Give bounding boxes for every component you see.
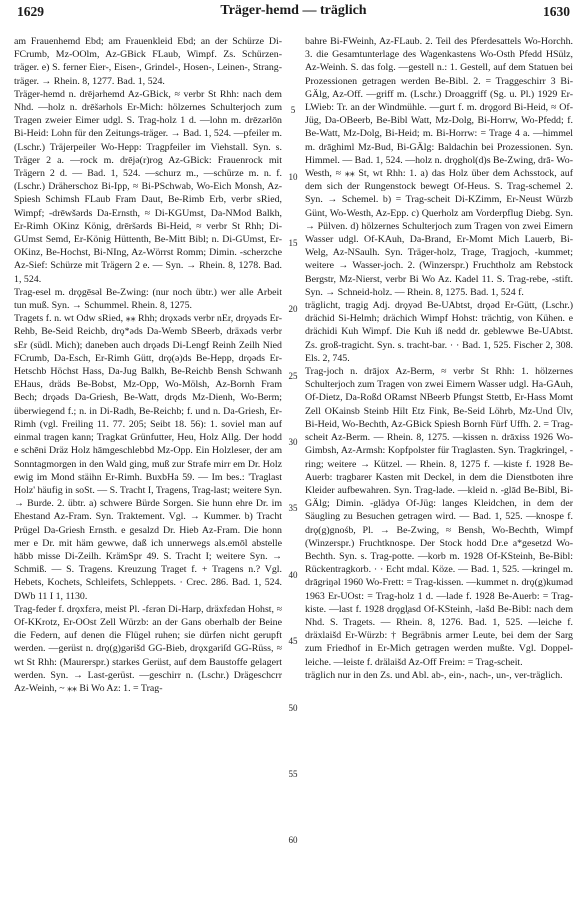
line-number: 55 [288, 769, 298, 779]
entry-paragraph: Trag-esel m. drǫgēsəl Be-Zwing: (nur noch übtr.) wer alle Arbeit tun muß. Syn. → Schummel. Rhein. 8, 1275. [14, 286, 282, 312]
line-number: 10 [288, 172, 298, 182]
page-number-right: 1630 [543, 4, 570, 19]
line-number: 30 [288, 437, 298, 447]
line-number: 45 [288, 636, 298, 646]
line-number-gutter [284, 35, 302, 895]
line-number: 25 [288, 371, 298, 381]
entry-paragraph: bahre Bi-FWeinh, Az-FLaub. 2. Teil des Pferdesattels Wo-Horchh. 3. die Gesamtunterlage des Wagenkastens Wo-Osth Pfedd HSülz, Az-Weinh. S. das folg. —gestell n.: 1. Gestell, auf dem Statuen bei Prozessionen getragen werden Be-Bibl. 2. = Traggeschirr 3 Bi-GÄlg, Az-Off. —griff m. (Lschr.) Droaggriff (Sg. u. Pl.) 1929 Er-LWieb: Tr. an der Windmühle. —gurt f. m. drǫgord Bi-Heid, ≈ Of-Jüg, Da-OBeerb, Be-Bibl Watt, Mz-Dolg, Bi-Horrw, Wo-Pfedd; f. Be-Watt, Mz-Dolg, Bi-Heid; m. Bi-Horrw: = Trage 4 a. —himmel m. drāghiml Mz-Bud, Bi-GÄlg: Baldachin bei Prozessionen. Syn. Himmel. — Bad. 1, 524. —holz n. drǫghol(d)s Be-Zwing, drā- Wo-Westh, ≈ ⁎⁎ St, wt Rhh: 1. a) das Holz über dem Achsstock, auf dem sich der Rungenstock bewegt Of-Heus. S. Trag-schemel 2. Syn. → Schemel. b) = Trag-scheit Di-KZimm, Er-Neust Würzb Günt, Wo-Westh, Az-Epp. c) Querholz am Vorderpflug Diebg. Syn. → Pülven. d) hölzernes Schulterjoch zum Tragen von zwei Eimern Wasser udgl. Of-KAuh, Da-Brand, Er-Momt Mich Lauerb, Bi-Welg, Az-NSaulh. Syn. Träger-holz, Trage, Tragjoch, -kummet; weitere → Wasser-joch. 2. (Winzerspr.) Fruchtholz am Rebstock Bergstr, Mz-Nierst, verbr Bi Wo Az. Kadel 11. S. Trag-rebe, -stift. Syn. → Schneid-holz. — Rhein. 8, 1275. Bad. 1, 524 f. [305, 36, 573, 298]
entry-paragraph: träglicht, tragig Adj. drǫyəd Be-UAbtst, drǫəd Er-Gütt, (Lschr.) drächid Si-Helmh; drächich Wimpf Hohst: trächtig, von Kühen. e drächidi Kuh Wimpf. Die Kuh iß nedd dr. geblewwe Be-UAbtst. Zs. groß-tragicht. Syn. s. tracht-bar. · · Bad. 1, 525. Fischer 2, 308. Els. 2, 745. [305, 300, 573, 364]
line-number: 40 [288, 570, 298, 580]
entry-paragraph: Trag-joch n. drājox Az-Berm, ≈ verbr St Rhh: 1. hölzernes Schulterjoch zum Tragen von zwei Eimern Wasser udgl. Ha-GAuh, Of-Dietz, Da-Roßd ORamst NBeerb Pfungst Stettb, Er-Hass Momt Zell OKainsb Steinb Hilt Etz Fink, Be-Seid Löhrb, Mz-Und Ülv, Bi-Heid, Wo-Bechth, Az-GBick Spiesh Bornh Fürf Uffh. 2. = Trag-scheit Az-Berm. — Rhein. 8, 1275. —kissen n. drāxiss 1926 Wo-Gimbsh, Az-Armsh: Kopfpolster für Traglasten. Syn. Tragkringel, -ring; weitere → Kützel. — Rhein. 8, 1275 f. —kiste f. 1928 Be-Auerb: tragbarer Kasten mit Deckel, in dem die Dienstboten ihre Kleider aufbewahren. Syn. Trag-lade. —kleid n. -glād Be-Bibl, Bi-GÄlg; Dimin. -glädyə Of-Jüg: langes Kleidchen, in dem der Säugling zu Besuchen getragen wird. — Bad. 1, 525. —knospe f. drǫ(g)gnośb, Pl. → Be-Zwing, ≈ Bensh, Wo-Bechth, Wimpf (Winzerspr.) Fruchtknospe. Der Stock hodd Dr.e a*gesetzd Wo-Bechth. Syn. s. Trag-potte. —korb m. 1928 Of-KSteinh, Be-Bibl: Rückentragkorb. · · Echt mdal. Köze. — Bad. 1, 525. —kringel m. drāgriŋəl 1960 Wo-Frett: = Trag-kissen. —kummet n. drǫ(g)kumǝd 1963 Er-UOst: = Trag-holz 1 d. —lade f. 1928 Be-Auerb: = Trag-kiste. —last f. 1928 drǫgl̥asd Of-KSteinh, -lašd Be-Bibl: nach dem Nhd. S. Tragets. — Rhein. 8, 1276. Bad. 1, 525. —leiche f. dräxlaišd Er-Würzb: † Begräbnis armer Leute, bei dem der Sarg zum Friedhof in Er-Mich getragen werden mußte. Vgl. Doppel-leiche. —leiste f. drälaišd Az-Off Freim: = Trag-scheit. [305, 366, 573, 668]
line-number: 5 [290, 105, 296, 115]
right-column [305, 35, 573, 682]
running-title: Träger-hemd — träglich [220, 3, 367, 18]
left-column [14, 35, 282, 695]
line-number: 60 [288, 835, 298, 845]
line-number: 20 [288, 304, 298, 314]
page-header [0, 0, 587, 36]
entry-paragraph: am Frauenhemd Ebd; am Frauenkleid Ebd; an der Schürze Di-FCrumb, Mz-OOlm, Az-GBick FLaub, Wimpf. Zs. Schürzen-träger. e) S. ferner Eier-, Eisen-, Grindel-, Hosen-, Leinen-, Strang-träger. → Rhein. 8, 1277. Bad. 1, 524. [14, 36, 282, 87]
line-number: 50 [288, 703, 298, 713]
page-number-left: 1629 [17, 4, 44, 19]
line-number: 35 [288, 503, 298, 513]
entry-paragraph: Tragets f. n. wt Odw sRied, ⁎⁎ Rhh; drǫxəds verbr nEr, drǫyəds Er-Rehb, Be-Seid Reichb, drǫ*əds Da-Wemb SBeerb, dräxəds verbr sEr (südl. Mich); daneben auch drǫəds Di-Lengf Reinh Zeilh Nied FCrumb, Da-Esch, Er-Rimh Gütt, drǫ(ə)ds Be-Hepp, drǫəds Er-Hetschb Höchst Hass, Da-Jug Balkh, Be-Reichb Bensh Schwanh EHaus, dräds Be-Bobst, Mz-Opp, Wo-Mölsh, Az-Bornh Fram Bech; drǫəds Da-Griesh, Be-Watt, drǫds Mz-Dienh, Wo-Berm; überwiegend f.; n. in Di-Radh, Be-Reichb; f. und n. Da-Griesh, Er-Rimh (vgl. Freiling 11. 77. 205; Seibt 18. 56): 1. soviel man auf einmal tragen kann; Tragkat Grünfutter, Heu, Holz Allg. Der hodd e schēni Dräz Holz hāmgeschlebbd Mz-Opp. Ein Holzleser, der am Sonntagmorgen in den Wald ging, muß zur Strafe mirr em Dr. Holz ewig im Mond stäihn Er-Rimh. BuxbHa 59. — Im bes.: 'Traglast Holz' häufig in soSt. — S. Tracht I, Tragens, Trag-last; weitere Syn. → Burde. 2. übtr. a) schwere Bürde Sorgen. Sie hunn ehre Dr. im Ehestand Az-Fram. Syn. Traktement. Vgl. → Kummer. b) Tracht Prügel Da-Griesh Ernsth. e gesalzd Dr. Hieb Az-Fram. Die honn mer e Dr. mit häm gewwe, daß ich unnerwegs als.emōl abstelle hābb misse Di-Zeilh. KrämSpr 49. S. Tracht I; weitere Syn. → Schmiß. — S. Tragens. Kreuzung Traget f. + Tragens n.? Vgl. Hebets, Kochets, Schleifets, Schleppets. · Crec. 286. Bad. 1, 524. DWb 11 I 1, 1130. [14, 313, 282, 602]
entry-paragraph: Träger-hemd n. drējərhemd Az-GBick, ≈ verbr St Rhh: nach dem Nhd. —holz n. drēs̆ərhols Er-Mich: hölzernes Schulterjoch zum Tragen zweier Eimer udgl. S. Trag-holz 1 d. —lohn m. drēzərlōn Bi-Heid: Lohn für den Zeitungs-träger. → Bad. 1, 524. —pfeiler m. (Lschr.) Träjerpeiler Wo-Hepp: Tragpfeiler im Viehstall. Syn. s. Träger 2 a. —rock m. drējə(r)rog Az-GBick: Frauenrock mit Trägern 2 d. — Bad. 1, 524. —schurz m., —schürze m. n. f. (Lschr.) Dräherschoz Bi-Ipp, ≈ Bi-PSchwab, Wo-Eich Monsh, Az-Spiesh Schimsh FLaub Fram Daut, Be-Rimb Erb, verbr sRied, Wimpf; -drēwšərds Da-Ernsth, ≈ Di-KGUmst, Da-NMod Balkh, Er-Rimh OKinz König, drērs̆ərds Bi-Heid, ≈ verbr St Rhh; Di-GUmst Semd, Er-König Hüttenth, Be-Mitt Bibl; n. Di-GUmst, Er-OKinz, Be-Hochst, Bi-NIng, Az-Wörrst Romm; Dimin. -scherzche Az-Sief: Schürze mit Trägern 2 e. — Syn. → Rhein. 8, 1278. Bad. 1, 524. [14, 88, 282, 285]
line-number: 15 [288, 238, 298, 248]
entry-paragraph: träglich nur in den Zs. und Abl. ab-, ein-, nach-, un-, ver-träglich. [305, 669, 563, 681]
entry-paragraph: Trag-feder f. drǫxfɛrə, meist Pl. -fɛrən Di-Harp, dräxfɛdən Hohst, ≈ Of-KKrotz, Er-OOst Zell Würzb: an der Gans oberhalb der Beine die Federn, auf denen die Flügel ruhen; sie dürfen nicht gerupft werden. —gerüst n. drǫ(g)gərišd GG-Bieb, drǫxgəriſd GG-Rüss, ≈ wt St Rhh: (Maurerspr.) starkes Gerüst, auf dem Baustoffe gelagert werden. Syn. → Last-gerüst. —geschirr n. (Lschr.) Drägeschcrr Az-Weinh, ~ ⁎⁎ Bi Wo Az: 1. = Trag- [14, 603, 282, 694]
